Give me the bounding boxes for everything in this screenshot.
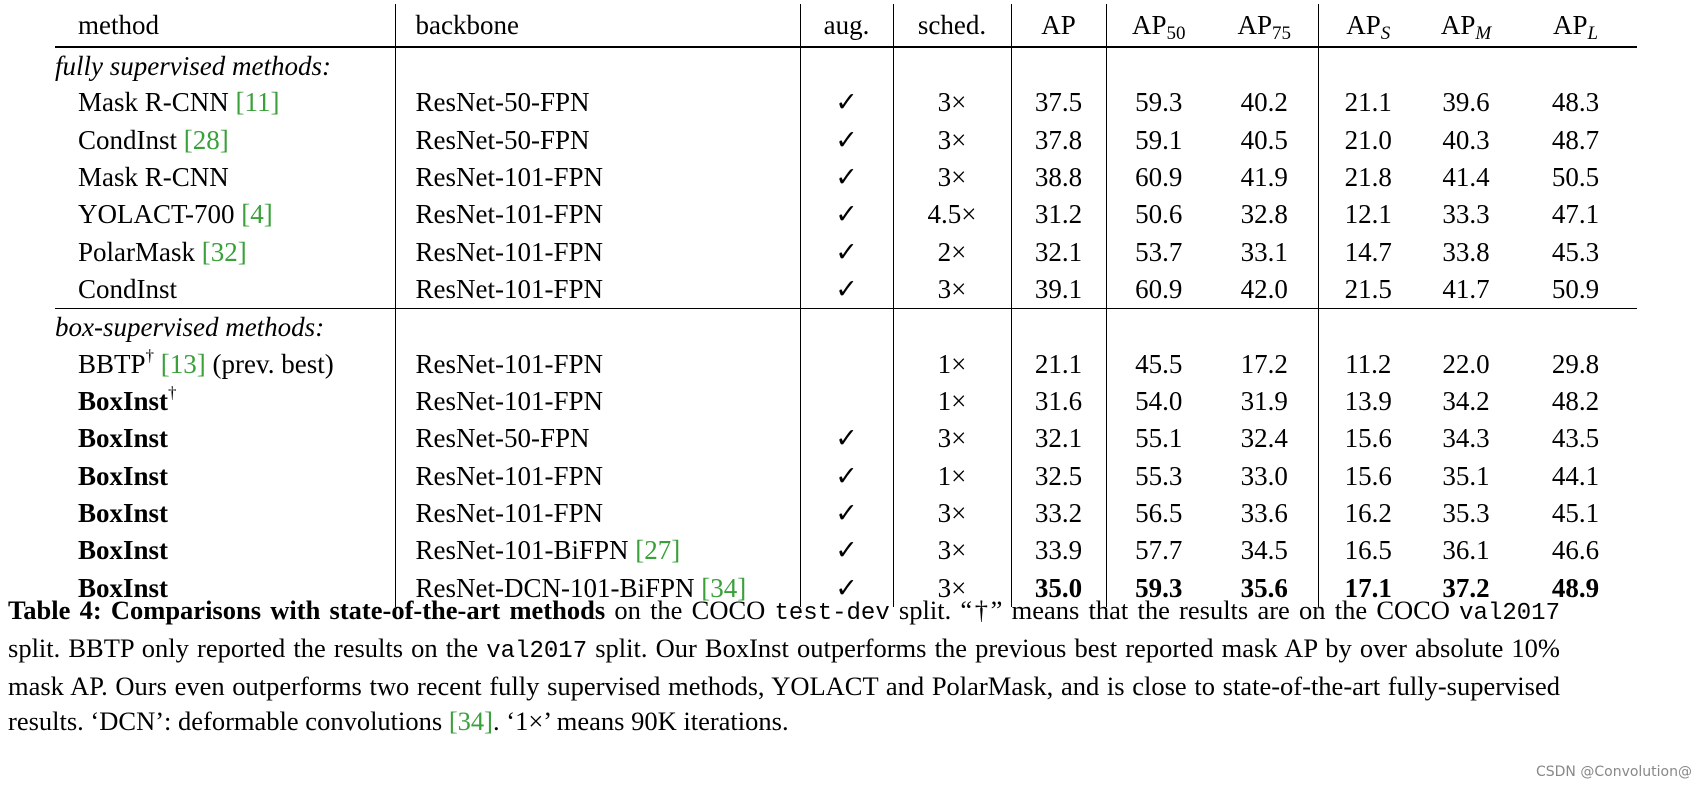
ap-cell: 37.8 [1011,121,1106,158]
section-box-supervised-empty [1011,309,1106,346]
table-row [55,383,1637,420]
aps-cell: 13.9 [1344,385,1392,416]
section-box-supervised-colon: : [315,311,325,342]
section-fully-supervised [55,47,1637,84]
backbone-name: ResNet-101-FPN [415,385,603,416]
section-fully-supervised-empty [1514,47,1637,84]
ap-cell: 32.1 [1011,420,1106,457]
aps-cell: 15.6 [1344,423,1392,454]
backbone-cell [395,345,800,382]
header-method: method [55,4,395,47]
method-name: PolarMask [78,236,202,267]
sched-cell: 3× [893,121,1011,158]
method-cell [55,420,395,457]
apm-cell: 35.3 [1442,498,1490,529]
backbone-cell [395,121,800,158]
method-cell [55,159,395,196]
section-box-supervised-empty [1318,309,1418,346]
section-box-supervised-text: box-supervised methods [55,311,316,342]
header-aug: aug. [800,4,893,47]
section-box-supervised-empty [800,309,893,346]
ap75-cell: 40.2 [1211,84,1318,121]
aug-check: ✓ [800,420,893,457]
ap75-cell: 32.4 [1211,420,1318,457]
citation-link[interactable]: [4] [241,199,273,230]
sched-cell: 3× [893,532,1011,569]
section-box-supervised-label [55,309,395,346]
ap-cell: 31.6 [1011,383,1106,420]
caption-text-2: split. “†” means that the results are on the COCO [889,595,1460,625]
backbone-name: ResNet-101-FPN [415,460,603,491]
backbone-cell [395,196,800,233]
ap50-cell: 50.6 [1135,199,1183,230]
table-row [55,271,1637,309]
ap-cell: 31.2 [1011,196,1106,233]
method-cell [55,196,395,233]
ap75-cell: 40.5 [1211,121,1318,158]
method-suffix: (prev. best) [205,348,334,379]
aug-check: ✓ [800,121,893,158]
apl-cell: 43.5 [1551,423,1600,454]
aug-check: ✓ [800,196,893,233]
apl-cell: 46.6 [1551,535,1600,566]
aug-check: ✓ [800,159,893,196]
sched-cell: 3× [893,495,1011,532]
ap75-cell: 32.8 [1211,196,1318,233]
apl-cell: 48.2 [1551,385,1600,416]
header-apm: $AP_M$ [1418,4,1514,47]
ap50-cell: 55.3 [1135,460,1183,491]
table-row [55,84,1637,121]
backbone-name: ResNet-101-FPN [415,348,603,379]
method-cell [55,345,395,382]
ap-cell: 35.0 [1011,570,1106,607]
sched-cell: 3× [893,420,1011,457]
backbone-name: ResNet-50-FPN [415,124,590,155]
citation-link[interactable]: [32] [201,236,247,267]
method-name: CondInst [78,274,178,305]
section-fully-supervised-empty [1011,47,1106,84]
header-ap75: $AP_{75}$ [1211,4,1318,47]
results-table-container [55,4,1637,607]
ap75-cell: 35.6 [1211,570,1318,607]
header-ap: AP [1011,4,1106,47]
ap50-cell: 55.1 [1135,423,1183,454]
backbone-cell [395,532,800,569]
backbone-name: ResNet-101-FPN [415,274,603,305]
ap-cell: 21.1 [1011,345,1106,382]
section-fully-supervised-empty [395,47,800,84]
table-row [55,345,1637,382]
header-backbone: backbone [395,4,800,47]
apl-cell: 48.3 [1551,87,1600,118]
apm-cell: 37.2 [1442,572,1490,603]
method-cell [55,271,395,309]
comparison-table [55,4,1637,607]
ap-cell: 38.8 [1011,159,1106,196]
sched-cell: 4.5× [893,196,1011,233]
method-name: BoxInst [78,423,169,454]
method-name: BoxInst [78,460,169,491]
aug-check: ✓ [800,84,893,121]
backbone-cell [395,458,800,495]
section-box-supervised-empty [1418,309,1514,346]
sched-cell: 2× [893,234,1011,271]
citation-link[interactable]: [13] [160,348,206,379]
caption-label: Table 4: Comparisons with state-of-the-art methods [8,595,606,625]
backbone-name: ResNet-50-FPN [415,87,590,118]
table-row [55,159,1637,196]
apl-cell: 50.5 [1551,161,1600,192]
ap-cell: 39.1 [1011,271,1106,309]
header-sched: sched. [893,4,1011,47]
sched-cell: 3× [893,84,1011,121]
apm-cell: 33.3 [1442,199,1490,230]
ap-cell: 37.5 [1011,84,1106,121]
aug-check [800,383,893,420]
backbone-name: ResNet-101-BiFPN [415,535,636,566]
backbone-name: ResNet-DCN-101-BiFPN [415,572,702,603]
method-cell [55,234,395,271]
aug-check: ✓ [800,458,893,495]
ap75-cell: 41.9 [1211,159,1318,196]
section-box-supervised [55,309,1637,346]
caption-code-test-dev: test-dev [774,600,890,627]
apm-cell: 33.8 [1442,236,1490,267]
table-header [55,4,1637,47]
ap75-cell: 33.0 [1211,458,1318,495]
backbone-cell [395,383,800,420]
apm-cell: 35.1 [1442,460,1490,491]
aps-cell: 21.5 [1344,274,1392,305]
ap75-cell: 33.6 [1211,495,1318,532]
sched-cell: 1× [893,345,1011,382]
apl-cell: 45.3 [1551,236,1600,267]
section-fully-supervised-empty [893,47,1011,84]
caption-text-1: on the COCO [605,595,775,625]
section-box-supervised-empty [893,309,1011,346]
header-aps: $AP_S$ [1318,4,1418,47]
method-name: BoxInst [78,385,169,416]
ap75-cell: 42.0 [1211,271,1318,309]
table-row [55,420,1637,457]
aug-check: ✓ [800,570,893,607]
aug-check [800,345,893,382]
aug-check: ✓ [800,495,893,532]
section-fully-supervised-empty [1211,47,1318,84]
ap50-cell: 53.7 [1135,236,1183,267]
apl-cell: 45.1 [1551,498,1600,529]
ap50-cell: 57.7 [1135,535,1183,566]
ap50-cell: 60.9 [1135,274,1183,305]
caption-text-3: split. BBTP only reported the results on the [8,633,487,663]
aps-cell: 17.1 [1344,572,1392,603]
ap-cell: 33.9 [1011,532,1106,569]
apl-cell: 44.1 [1551,460,1600,491]
aps-cell: 12.1 [1344,199,1392,230]
aps-cell: 16.2 [1344,498,1392,529]
caption-citation-link[interactable]: [34] [448,706,494,736]
section-box-supervised-empty [395,309,800,346]
sched-cell: 3× [893,271,1011,309]
method-name: BoxInst [78,535,169,566]
ap75-cell: 33.1 [1211,234,1318,271]
backbone-cell [395,234,800,271]
method-cell [55,84,395,121]
dagger-mark: † [145,345,155,365]
table-body [55,47,1637,607]
ap50-cell: 56.5 [1135,498,1183,529]
aug-check: ✓ [800,234,893,271]
aps-cell: 11.2 [1345,348,1392,379]
header-apl: $AP_L$ [1514,4,1637,47]
apm-cell: 36.1 [1442,535,1490,566]
ap-cell: 32.5 [1011,458,1106,495]
section-fully-supervised-empty [1318,47,1418,84]
ap75-cell: 34.5 [1211,532,1318,569]
citation-link[interactable]: [28] [183,124,229,155]
aps-cell: 21.0 [1344,124,1392,155]
apm-cell: 41.4 [1442,161,1490,192]
ap50-cell: 45.5 [1135,348,1183,379]
aps-cell: 16.5 [1344,535,1392,566]
aug-check: ✓ [800,271,893,309]
aug-check: ✓ [800,532,893,569]
method-name: BoxInst [78,498,169,529]
header-ap50: $AP_{50}$ [1106,4,1211,47]
method-cell [55,458,395,495]
apm-cell: 22.0 [1442,348,1490,379]
apm-cell: 40.3 [1442,124,1490,155]
apl-cell: 47.1 [1551,199,1600,230]
ap50-cell: 59.3 [1135,87,1183,118]
backbone-name: ResNet-101-FPN [415,161,603,192]
caption-text-4: split. Our BoxInst outperforms the previous best reported mask AP by over absolute 10% mask AP. Ours even outperforms two recent fully supervised methods, YOLACT and PolarMask, and is close to state-of-the-art fully-supervised results. ‘DCN’: deformable convolutions [8,633,1561,736]
aps-cell: 14.7 [1344,236,1392,267]
section-box-supervised-empty [1211,309,1318,346]
apl-cell: 48.7 [1551,124,1600,155]
method-name: BoxInst [78,572,169,603]
section-box-supervised-empty [1514,309,1637,346]
citation-link[interactable]: [34] [701,572,747,603]
aps-cell: 21.1 [1344,87,1392,118]
table-row [55,121,1637,158]
caption-code-val2017-2: val2017 [486,638,588,665]
table-row [55,234,1637,271]
apl-cell: 48.9 [1551,572,1600,603]
ap75-cell: 31.9 [1211,383,1318,420]
method-name: Mask R-CNN [78,161,229,192]
table-row [55,458,1637,495]
method-name: BBTP [78,348,146,379]
caption-text-5: . ‘1×’ means 90K iterations. [493,706,789,736]
aps-cell: 15.6 [1344,460,1392,491]
caption-code-val2017: val2017 [1459,600,1560,627]
sched-cell: 3× [893,159,1011,196]
method-name: YOLACT-700 [78,199,242,230]
method-name: Mask R-CNN [78,87,236,118]
apm-cell: 41.7 [1442,274,1490,305]
section-fully-supervised-empty [1106,47,1211,84]
citation-link[interactable]: [11] [235,87,280,118]
ap50-cell: 59.3 [1135,572,1183,603]
ap-cell: 33.2 [1011,495,1106,532]
sched-cell: 1× [893,383,1011,420]
backbone-name: ResNet-101-FPN [415,236,603,267]
apm-cell: 34.2 [1442,385,1490,416]
section-fully-supervised-label [55,47,395,84]
section-fully-supervised-colon: : [321,50,331,81]
table-row [55,495,1637,532]
ap50-cell: 60.9 [1135,161,1183,192]
section-fully-supervised-text: fully supervised methods [55,50,322,81]
apl-cell: 29.8 [1551,348,1600,379]
table-row [55,196,1637,233]
backbone-name: ResNet-101-FPN [415,199,603,230]
table-caption [8,593,1560,739]
sched-cell: 1× [893,458,1011,495]
dagger-mark: † [168,382,177,402]
section-box-supervised-empty [1106,309,1211,346]
backbone-cell [395,420,800,457]
backbone-name: ResNet-50-FPN [415,423,590,454]
section-fully-supervised-empty [1418,47,1514,84]
apm-cell: 34.3 [1442,423,1490,454]
method-cell [55,495,395,532]
method-name: CondInst [78,124,184,155]
backbone-name: ResNet-101-FPN [415,498,603,529]
apl-cell: 50.9 [1551,274,1600,305]
ap50-cell: 54.0 [1135,385,1183,416]
method-cell [55,383,395,420]
ap-cell: 32.1 [1011,234,1106,271]
aps-cell: 21.8 [1344,161,1392,192]
citation-link[interactable]: [27] [635,535,681,566]
ap75-cell: 17.2 [1211,345,1318,382]
backbone-cell [395,159,800,196]
method-cell [55,121,395,158]
table-row [55,532,1637,569]
apm-cell: 39.6 [1442,87,1490,118]
watermark: CSDN @Convolution@ [1535,764,1692,780]
header-row [55,4,1637,47]
backbone-cell [395,495,800,532]
sched-cell: 3× [893,570,1011,607]
method-cell [55,532,395,569]
ap50-cell: 59.1 [1135,124,1183,155]
section-fully-supervised-empty [800,47,893,84]
backbone-cell [395,84,800,121]
backbone-cell [395,271,800,309]
